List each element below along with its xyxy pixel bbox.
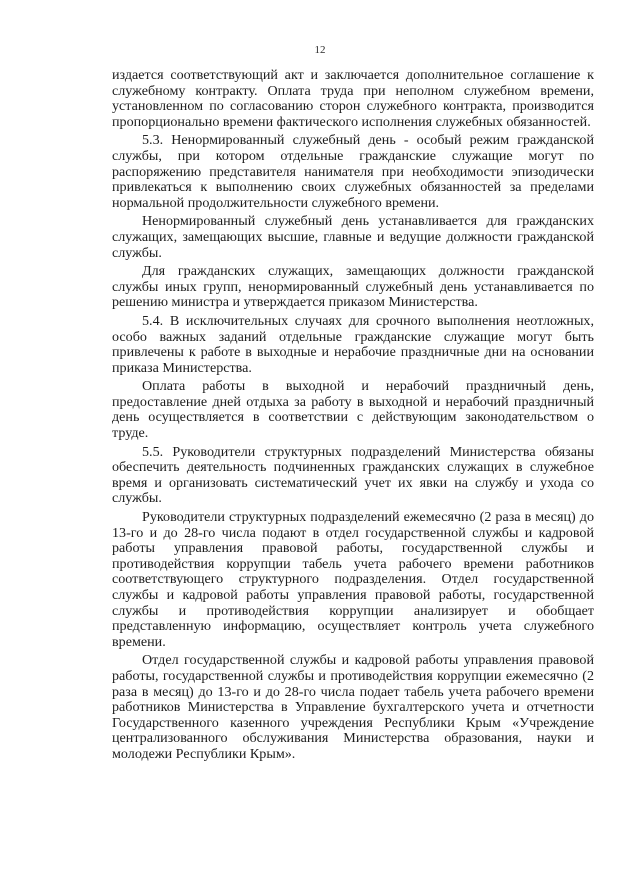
paragraph: Отдел государственной службы и кадровой работы управления правовой работы, государственной службы и противодействия коррупции ежемесячно (2 раза в месяц) до 13-го и до 28-го числа подает табель учета рабочего времени работников Министерства в Управление бухгалтерского учета и отчетности Государственного казенного учреждения Республики Крым «Учреждение централизованного обслуживания Министерства образования, науки и молодежи Республики Крым». [112, 652, 594, 762]
paragraph: 5.5. Руководители структурных подразделений Министерства обязаны обеспечить деятельность подчиненных гражданских служащих в служебное время и организовать систематический учет их явки на службу и ухода со службы. [112, 443, 594, 507]
paragraph: 5.3. Ненормированный служебный день - особый режим гражданской службы, при котором отдельные гражданские служащие могут по распоряжению представителя нанимателя при необходимости эпизодически привлекаться к выполнению своих служебных обязанностей за пределами нормальной продолжительности служебного времени. [112, 132, 594, 211]
document-body [112, 68, 594, 766]
paragraph: Ненормированный служебный день устанавливается для гражданских служащих, замещающих высшие, главные и ведущие должности гражданской службы. [112, 213, 594, 261]
paragraph: Руководители структурных подразделений ежемесячно (2 раза в месяц) до 13-го и до 28-го числа подают в отдел государственной службы и кадровой работы управления правовой работы, государственной службы и противодействия коррупции табель учета рабочего времени работников соответствующего структурного подразделения. Отдел государственной службы и кадровой работы управления правовой работы, государственной службы и противодействия коррупции анализирует и обобщает представленную информацию, осуществляет контроль учета служебного времени. [112, 509, 594, 650]
paragraph: 5.4. В исключительных случаях для срочного выполнения неотложных, особо важных заданий отдельные гражданские служащие могут быть привлечены к работе в выходные и нерабочие праздничные дни на основании приказа Министерства. [112, 312, 594, 376]
paragraph: Для гражданских служащих, замещающих должности гражданской службы иных групп, ненормированный служебный день устанавливается по решению министра и утверждается приказом Министерства. [112, 263, 594, 311]
paragraph: Оплата работы в выходной и нерабочий праздничный день, предоставление дней отдыха за работу в выходной и нерабочий праздничный день осуществляется в соответствии с действующим законодательством о труде. [112, 378, 594, 442]
page-number: 12 [314, 44, 326, 56]
paragraph: издается соответствующий акт и заключается дополнительное соглашение к служебному контракту. Оплата труда при неполном служебном времени, установленном по согласованию сторон служебного контракта, производится пропорционально времени фактического исполнения служебных обязанностей. [112, 67, 594, 130]
